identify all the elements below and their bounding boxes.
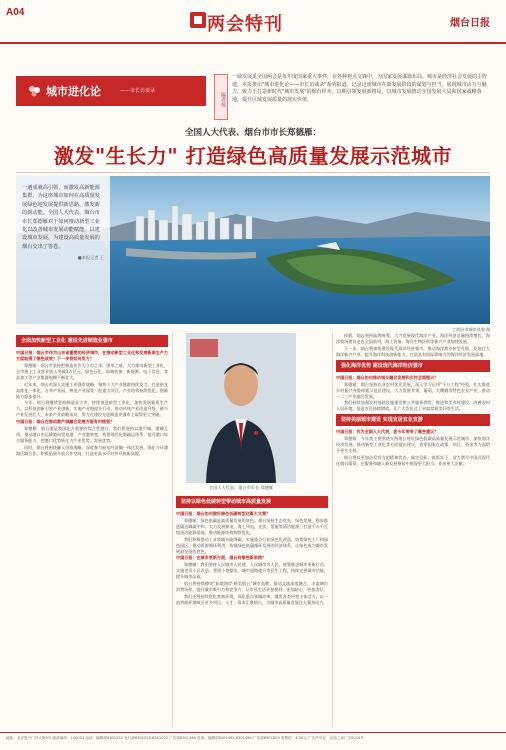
intro-text: 一遇成就高引领，而激发高新能源集群，为这座城市如何在高质量发展绿色地发展提供新思路，激发新的新动能。全国人大代表、烟台市市长郑德雁对于如何推动新型工业化以改善城市发展动能赋能，以建设城市发展，为建设高质量发展的烟台交出了答卷。 <box>22 185 100 250</box>
paragraph: 我们持续加强农村基础设施建设和公共服务供给，推进和美乡村建设，改善农村人居环境，促进农民持续增收，让广大农民过上更加富裕美好的生活。 <box>336 400 490 412</box>
subhead: 坚持美丽城市建设 实现宜居宜业宜游 <box>336 414 490 426</box>
paragraph: 我们积极推动工业领域节能降碳，实施重点行业绿色化改造，培育绿色工厂和绿色园区，推动资源循环利用，构建绿色低碳循环发展的经济体系，让绿色成为城市发展最亮丽的底色。 <box>176 536 328 554</box>
intro-box <box>16 176 110 324</box>
paragraph: 中国日报：在城市更新方面，烟台有哪些新举措？ <box>176 555 267 561</box>
article-column-3 <box>336 333 490 710</box>
portrait-caption: 全国人大代表、烟台市市长 郑德雁 <box>208 485 274 490</box>
page-number: A04 <box>6 7 25 18</box>
subhead: 坚持以绿色低碳转型带动城市高质量发展 <box>176 496 328 508</box>
headline-kicker: 全国人大代表、烟台市市长郑德雁： <box>184 128 321 138</box>
paragraph: 下一步，烟台将加快建设现代海洋经济强市，推动海洋渔业转型升级，发展壮大海洋新兴产业，提升海洋科技创新能力，打造具有国际影响力的海洋经济发展高地。 <box>336 345 490 357</box>
paragraph: 中国日报：作为全国人大代表，您今年带来了哪些建议？ <box>336 429 439 435</box>
editor-note-label: 编者按 <box>214 74 228 120</box>
column-divider <box>172 333 173 728</box>
paragraph: 中国日报：烟台市作为山东省重要的经济城市，在推动新型工业化和发展新质生产力方面取得了哪些成效？下一步将如何发力？ <box>16 350 168 361</box>
page-header <box>0 0 506 44</box>
editor-note: 一域发展觅全国两会是每年度国家重大事件，在各种观点交锋中，为国家发展谋篇布局。城市是经济社会发展的主阵地，本报推出"城市进化论——市长访谈录"系列报道，记录这座城市在新发展阶段的谋划与担当，展现城市活力与魅力，致力于打造新时代"城市发展"的烟台样本，以期引领发展新格局，以城市发展推动全国发展大局和国家战略落地，提升区域发展质量的现实价值。 <box>232 74 488 103</box>
paragraph: 样板。烟台坚持陆海统筹，大力发展现代海洋产业，海洋经济总量持续增长，海洋牧场建设走在全国前列，海工装备、海洋生物医药等新兴产业加快发展。 <box>336 333 490 344</box>
paragraph: 郑德雁：烟台市坚持把制造业作为立市之本、强市之基，大力推动新型工业化，全市规上工业营业收入突破1万亿元，绿色石化、高端装备、新能源、电子信息、食品加工等产业集群规模不断壮大。 <box>16 362 168 380</box>
paragraph: 郑德雁：烟台港是我国北方重要的综合性港口，我们将坚持以港兴城、港城互动，推动港口由运输港向贸易港、产业港转变，构建现代化集疏运体系，提升港口综合服务能力，把港口优势转化为产业优势、发展优势。 <box>16 425 168 443</box>
mayor-portrait-photo <box>186 333 296 483</box>
article-column-1 <box>16 333 168 710</box>
paragraph: 烟台将以更加奋发有为的精神状态，锚定目标、真抓实干，奋力谱写中国式现代化烟台篇章，在服务和融入新发展格局中展现更大担当、作出更大贡献。 <box>336 454 490 466</box>
paragraph: 近年来，烟台市深入实施工业强市战略，聚焦十大产业链群持续发力，打造裕龙岛炼化一体化、万华产业园、核电产业园等一批重大项目，产业结构持续优化，创新能力稳步提升。 <box>16 381 168 399</box>
paragraph: 中国日报：烟台如何做好绿色低碳转型这篇大文章？ <box>176 511 271 516</box>
paragraph: 中国日报：烟台在推动港产城融合发展方面有何规划？ <box>16 419 115 425</box>
section-title: 两会特刊 <box>207 14 283 35</box>
newspaper-logo: 烟台日报 <box>450 18 490 29</box>
paragraph: 郑德雁：烟台坚持农业农村优先发展，深入学习运用"千万工程"经验，扎实推进乡村振兴齐鲁样板示范区建设，大力发展苹果、葡萄、大樱桃等特色农业产业，推动一二三产业融合发展。 <box>336 381 490 399</box>
paragraph: 郑德雁：今年我主要围绕支持烟台建设绿色低碳高质量发展示范城市、加快海洋经济发展、推动新型工业化等方面提出建议，希望国家在政策、项目、资金等方面给予更多支持。 <box>336 436 490 454</box>
headline: 激发"生长力" 打造绿色高质量发展示范城市 <box>53 144 453 168</box>
photo-caption: □烟台市城市风貌 摄 <box>452 327 490 332</box>
section-logo-icon <box>190 12 206 28</box>
page-footer: 地址：北京复兴门外大街9号 邮政编码：100031 电话：编辑部6301252 发行部6301028,6301022 广告部6301260 传真：编辑部6301462,6301480 广告部6301829 零售价：4.00元 广告许可证：京西工商广字0019号 <box>6 736 364 740</box>
paragraph: 郑德雁：我们坚持人民城市人民建、人民城市为人民，统筹推进城市更新行动，实施老旧小区改造、背街小巷整治、城市道路提升等民生工程，持续完善城市功能，提升城市品质。 <box>176 562 328 580</box>
column-title: 城市进化论 <box>46 85 101 98</box>
paragraph: 郑德雁：绿色低碳是高质量发展的底色。烟台坚持生态优先、绿色发展，稳步推进碳达峰碳中和，大力发展核电、海上风电、光伏、氢能等清洁能源，打造千万千瓦级清洁能源基地，推动能源结构持续优化。 <box>176 517 328 535</box>
paragraph: 我们还将持续优化营商环境，深化重点领域改革，激发各类经营主体活力，以一流营商环境吸引更多项目、人才、资本汇聚烟台，为城市高质量发展注入强劲动力。 <box>176 593 328 605</box>
intro-author: ■本报记者 王 <box>77 255 104 261</box>
subhead: 强化海洋优势 建设现代海洋经济强市 <box>336 360 490 372</box>
headline-divider <box>16 172 490 173</box>
footer-divider <box>0 732 506 733</box>
paragraph: 同时，烟台将围绕融入国家战略，深度参与胶东经济圈一体化发展，强化与环渤海区域合作，积极拓展开放合作空间，打造更高水平对外开放新高地。 <box>16 444 168 456</box>
article-column-2 <box>176 494 328 710</box>
paragraph: 今年，烟台将继续坚持制造业立市，持续推进新型工业化，加快发展新质生产力，以科技创新引领产业创新，实施产业链提升行动，推动传统产业改造升级、新兴产业发展壮大、未来产业前瞻布局，努力在建设先进制造业强市上取得更大突破。 <box>16 400 168 418</box>
paragraph: 烟台将持续擦亮"仙境海岸·鲜美烟台"城市品牌，推动文旅深度融合，丰富城市消费场景，提升城市吸引力和竞争力，让市民生活更加便利、更加舒心、更加美好。 <box>176 580 328 592</box>
column-divider <box>332 333 333 728</box>
paragraph: 中国日报：烟台如何推动城乡融合发展和乡村全面振兴？ <box>336 374 439 380</box>
flower-icon <box>28 85 42 97</box>
subhead: 全面加快新型工业化 建设先进制造业强市 <box>16 335 168 347</box>
column-banner <box>16 76 206 106</box>
column-subtitle: ——市长访谈录 <box>120 88 156 94</box>
header-divider <box>0 42 506 44</box>
